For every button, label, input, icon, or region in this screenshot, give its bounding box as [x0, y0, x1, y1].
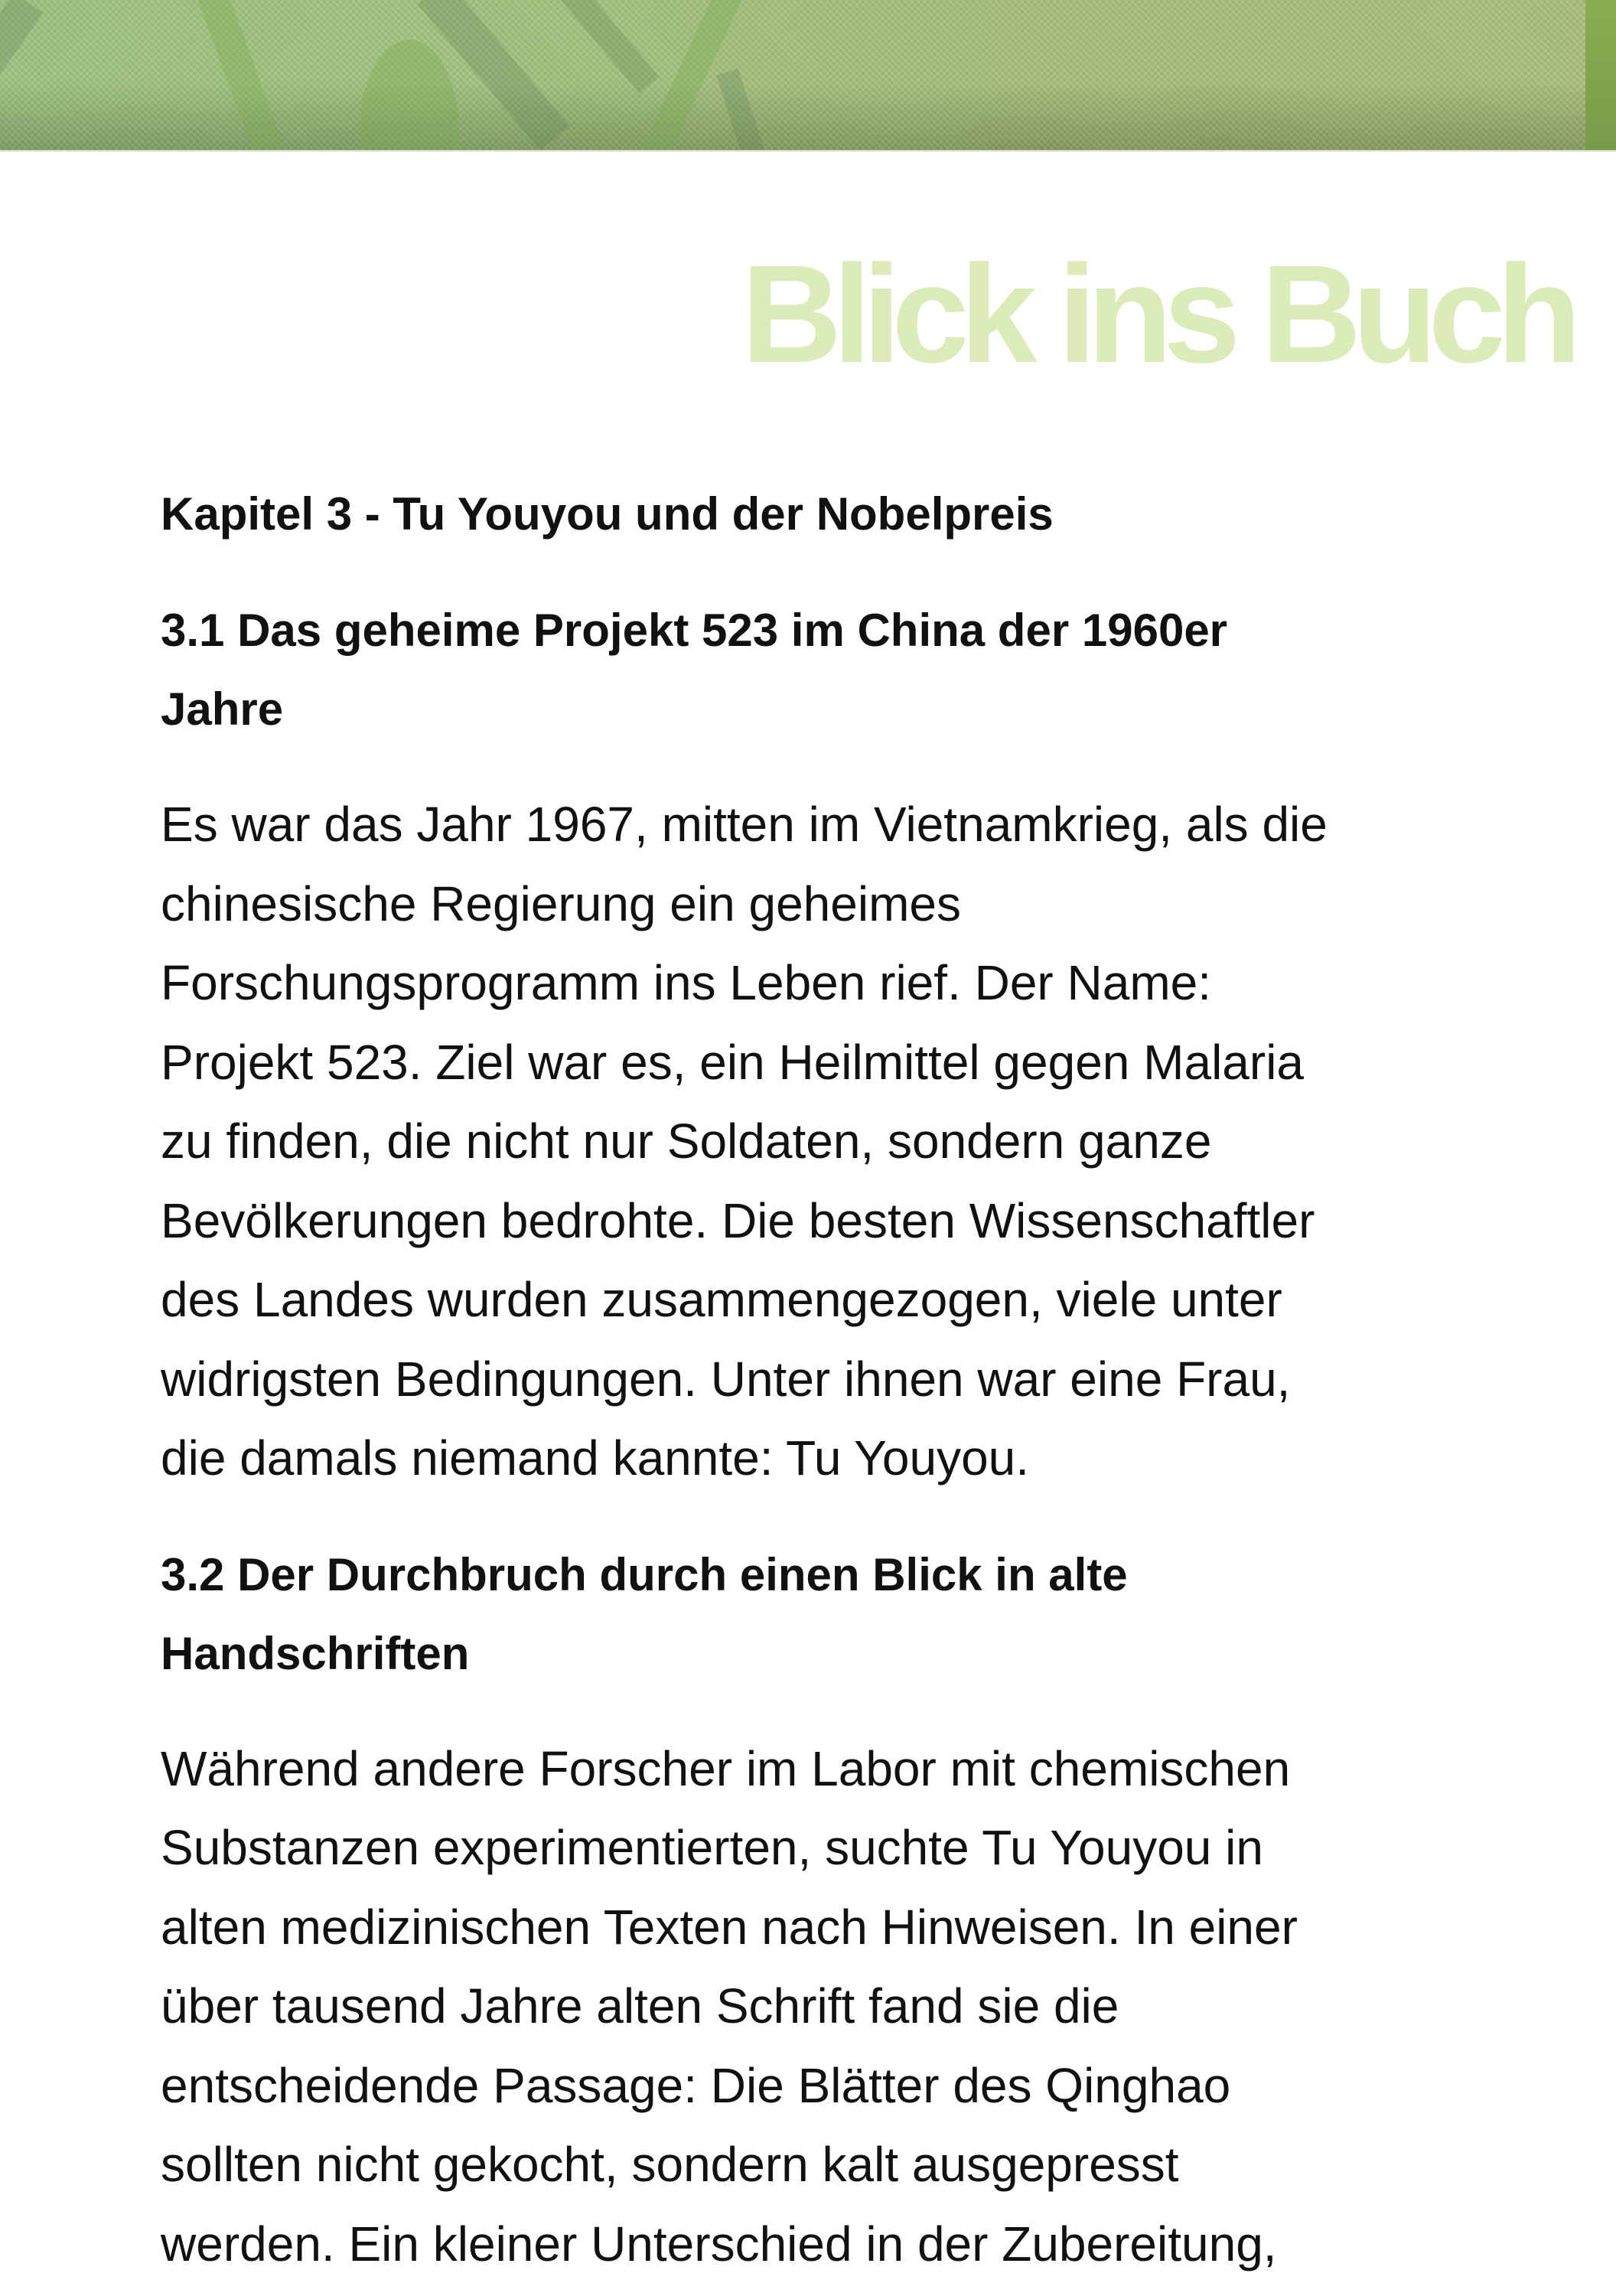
section-heading-3-2: [161, 1535, 1477, 1693]
page-title: Blick ins Buch: [741, 236, 1572, 392]
section-paragraph-3-1: [161, 785, 1477, 1499]
heading-line: 3.2 Der Durchbruch durch einen Blick in alte: [161, 1548, 1128, 1600]
paragraph-line: Es war das Jahr 1967, mitten im Vietnamkrieg, als die: [161, 797, 1328, 852]
paragraph-line: des Landes wurden zusammengezogen, viele unter: [161, 1272, 1282, 1327]
paragraph-line: chinesische Regierung ein geheimes: [161, 876, 961, 931]
paragraph-line: sollten nicht gekocht, sondern kalt ausgepresst: [161, 2137, 1179, 2192]
document-body: [161, 475, 1477, 2284]
paragraph-line: zu finden, die nicht nur Soldaten, sondern ganze: [161, 1114, 1212, 1169]
paragraph-line: Substanzen experimentierten, suchte Tu Youyou in: [161, 1820, 1263, 1875]
paragraph-line: werden. Ein kleiner Unterschied in der Zubereitung,: [161, 2216, 1277, 2272]
banner-right-strip: [1585, 0, 1616, 150]
paragraph-line: Forschungsprogramm ins Leben rief. Der Name:: [161, 955, 1211, 1010]
paragraph-line: die damals niemand kannte: Tu Youyou.: [161, 1430, 1030, 1486]
chapter-heading: Kapitel 3 - Tu Youyou und der Nobelpreis: [161, 488, 1054, 540]
paragraph-line: entscheidende Passage: Die Blätter des Qinghao: [161, 2057, 1231, 2113]
heading-line: Handschriften: [161, 1627, 470, 1679]
section-heading-3-1: [161, 591, 1477, 748]
paragraph-line: widrigsten Bedingungen. Unter ihnen war eine Frau,: [161, 1351, 1291, 1407]
section-paragraph-3-2: [161, 1730, 1477, 2285]
paragraph-line: Während andere Forscher im Labor mit chemischen: [161, 1740, 1291, 1796]
paragraph-line: über tausend Jahre alten Schrift fand sie die: [161, 1978, 1119, 2033]
heading-line: Jahre: [161, 683, 284, 735]
heading-line: 3.1 Das geheime Projekt 523 im China der 1960er: [161, 605, 1228, 656]
paragraph-line: Projekt 523. Ziel war es, ein Heilmittel gegen Malaria: [161, 1034, 1304, 1090]
paragraph-line: alten medizinischen Texten nach Hinweisen. In einer: [161, 1899, 1298, 1955]
paragraph-line: Bevölkerungen bedrohte. Die besten Wissenschaftler: [161, 1192, 1315, 1248]
header-banner: [0, 0, 1616, 152]
